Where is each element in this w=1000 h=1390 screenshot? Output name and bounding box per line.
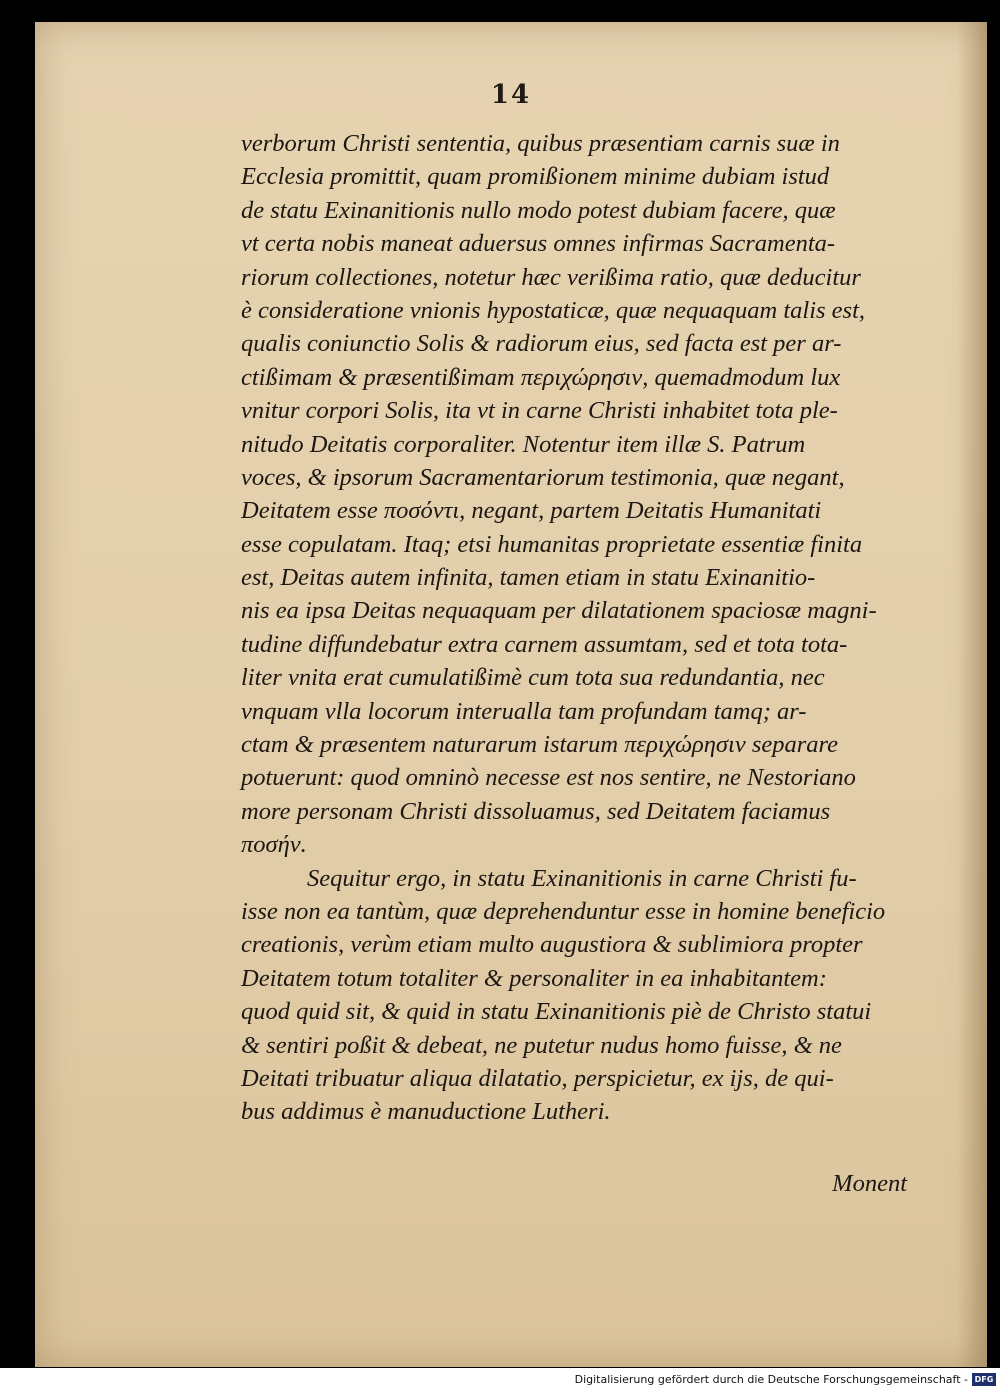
paragraph-start-line: Sequitur ergo, in statu Exinanitionis in carne Christi fu- bbox=[307, 864, 857, 892]
text-line: ποσήν. bbox=[241, 831, 307, 859]
text-line: liter vnita erat cumulatißimè cum tota sua redundantia, nec bbox=[241, 664, 825, 692]
text-line: Deitatem totum totaliter & personaliter in ea inhabitantem: bbox=[241, 964, 827, 992]
text-line: creationis, verùm etiam multo augustiora & sublimiora propter bbox=[241, 931, 863, 959]
funding-footer bbox=[0, 1368, 1000, 1390]
text-line: tudine diffundebatur extra carnem assumtam, sed et tota tota- bbox=[241, 630, 848, 658]
text-line: Deitatem esse ποσόντι, negant, partem Deitatis Humanitati bbox=[241, 497, 822, 525]
text-line: ctam & præsentem naturarum istarum περιχώρησιν separare bbox=[241, 731, 839, 759]
text-line: bus addimus è manuductione Lutheri. bbox=[241, 1098, 611, 1126]
text-line: de statu Exinanitionis nullo modo potest dubiam facere, quæ bbox=[241, 196, 836, 224]
dfg-logo-icon: DFG bbox=[972, 1373, 996, 1386]
text-line: & sentiri poßit & debeat, ne putetur nudus homo fuisse, & ne bbox=[241, 1031, 842, 1059]
text-line: voces, & ipsorum Sacramentariorum testimonia, quæ negant, bbox=[241, 463, 845, 491]
text-line: Ecclesia promittit, quam promißionem minime dubiam istud bbox=[241, 163, 830, 191]
text-line: vnitur corpori Solis, ita vt in carne Christi inhabitet tota ple- bbox=[241, 397, 838, 425]
text-line: vnquam vlla locorum interualla tam profundam tamq; ar- bbox=[241, 697, 807, 725]
text-line: est, Deitas autem infinita, tamen etiam in statu Exinanitio- bbox=[241, 564, 816, 592]
page-number: 14 bbox=[490, 80, 532, 110]
funding-notice: Digitalisierung gefördert durch die Deutsche Forschungsgemeinschaft - bbox=[574, 1373, 968, 1386]
text-line: isse non ea tantùm, quæ deprehenduntur esse in homine beneficio bbox=[241, 897, 886, 925]
book-page bbox=[35, 22, 987, 1367]
page-edge-shadow bbox=[957, 22, 987, 1367]
text-line: vt certa nobis maneat aduersus omnes infirmas Sacramenta- bbox=[241, 230, 836, 258]
text-line: esse copulatam. Itaq; etsi humanitas proprietate essentiæ finita bbox=[241, 530, 863, 558]
text-line: ctißimam & præsentißimam περιχώρησιν, quemadmodum lux bbox=[241, 363, 841, 391]
text-line: Deitati tribuatur aliqua dilatatio, perspicietur, ex ijs, de qui- bbox=[241, 1064, 834, 1092]
text-line: verborum Christi sententia, quibus præsentiam carnis suæ in bbox=[241, 130, 840, 157]
text-line: more personam Christi dissoluamus, sed Deitatem faciamus bbox=[241, 797, 831, 825]
text-line: è consideratione vnionis hypostaticæ, quæ nequaquam talis est, bbox=[241, 296, 866, 324]
text-line: qualis coniunctio Solis & radiorum eius, sed facta est per ar- bbox=[241, 330, 842, 358]
body-text bbox=[241, 127, 941, 1129]
catchword: Monent bbox=[832, 1170, 907, 1197]
text-line: nis ea ipsa Deitas nequaquam per dilatationem spaciosæ magni- bbox=[241, 597, 877, 625]
text-line: quod quid sit, & quid in statu Exinanitionis piè de Christo statui bbox=[241, 998, 872, 1026]
text-line: potuerunt: quod omninò necesse est nos sentire, ne Nestoriano bbox=[241, 764, 856, 792]
text-line: nitudo Deitatis corporaliter. Notentur item illæ S. Patrum bbox=[241, 430, 806, 458]
text-line: riorum collectiones, notetur hæc verißima ratio, quæ deducitur bbox=[241, 263, 861, 291]
